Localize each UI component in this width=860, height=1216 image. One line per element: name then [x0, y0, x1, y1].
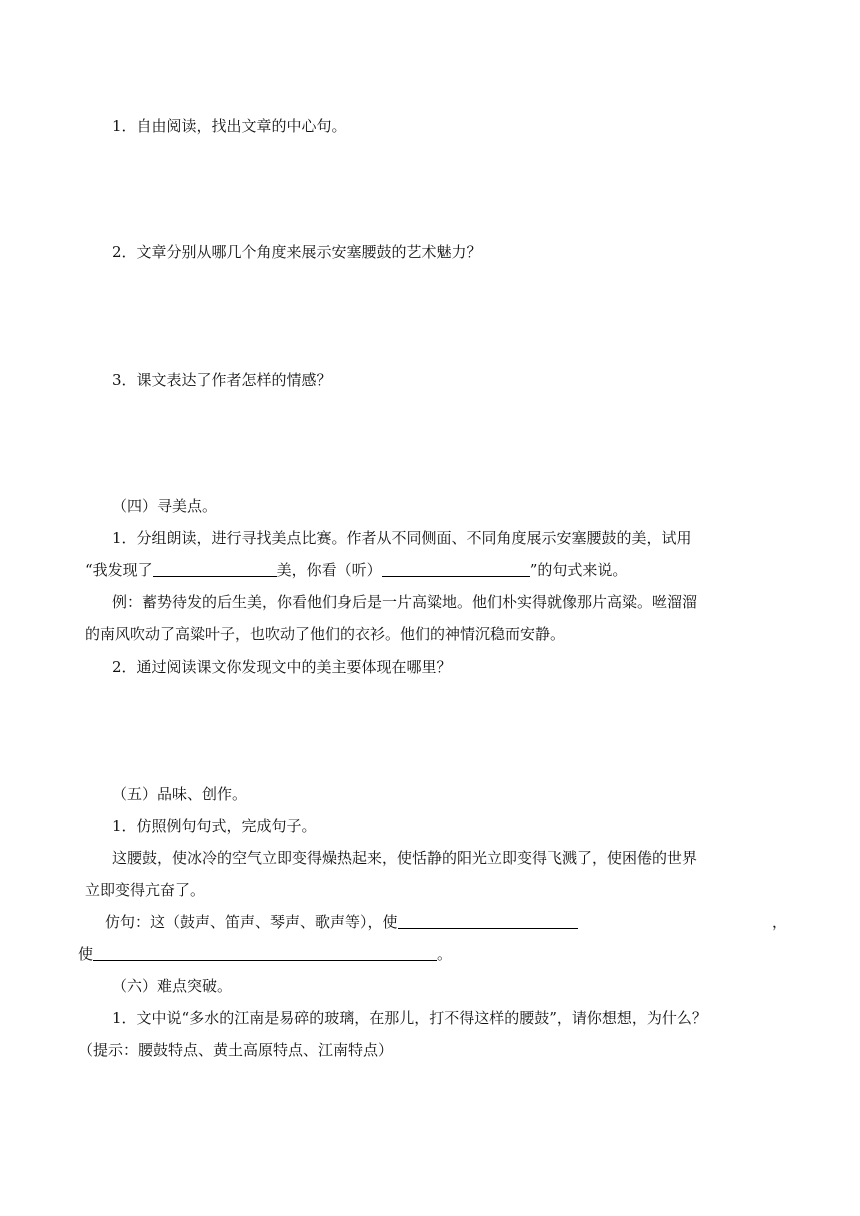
fill-blank-imitate-1[interactable] — [398, 913, 578, 929]
question-jiangnan-line1: 1．文中说“多水的江南是易碎的玻璃，在那儿，打不得这样的腰鼓”，请你想想，为什么？ — [112, 1009, 707, 1027]
example-beauty-line2: 的南风吹动了高粱叶子，也吹动了他们的衣衫。他们的神情沉稳而安静。 — [85, 625, 566, 643]
fill-blank-look-listen[interactable] — [382, 561, 530, 577]
sentence-pattern-start: “我发现了 — [85, 561, 153, 579]
question-jiangnan-hint: （提示：腰鼓特点、黄土高原特点、江南特点） — [78, 1041, 394, 1059]
question-imitate-sentence: 1．仿照例句句式，完成句子。 — [112, 817, 317, 835]
example-drum-line1: 这腰鼓，使冰冷的空气立即变得燥热起来，使恬静的阳光立即变得飞溅了，使困倦的世界 — [112, 849, 698, 867]
fill-blank-beauty[interactable] — [153, 561, 277, 577]
question-where-beauty: 2．通过阅读课文你发现文中的美主要体现在哪里？ — [112, 658, 452, 676]
sentence-pattern-end: ”的句式来说。 — [529, 561, 628, 579]
question-beauty-contest-line2 — [85, 560, 627, 580]
section-heading-difficulty: （六）难点突破。 — [112, 977, 233, 995]
section-heading-taste-create: （五）品味、创作。 — [112, 785, 248, 803]
fill-blank-imitate-2[interactable] — [93, 945, 437, 961]
imitate-period: 。 — [437, 945, 453, 963]
imitate-comma: ， — [772, 913, 788, 931]
imitate-line2 — [78, 944, 452, 964]
section-heading-find-beauty: （四）寻美点。 — [112, 497, 218, 515]
sentence-pattern-middle: 美，你看（听） — [276, 561, 382, 579]
example-beauty-line1: 例：蓄势待发的后生美，你看他们身后是一片高粱地。他们朴实得就像那片高粱。咝溜溜 — [112, 593, 698, 611]
question-find-central-sentence: 1．自由阅读，找出文章的中心句。 — [112, 117, 347, 135]
imitate-line1 — [105, 912, 578, 932]
question-art-charm-angles: 2．文章分别从哪几个角度来展示安塞腰鼓的艺术魅力？ — [112, 243, 482, 261]
imitate-prefix: 仿句：这（鼓声、笛声、琴声、歌声等），使 — [105, 913, 398, 931]
imitate-shi: 使 — [78, 945, 94, 963]
question-author-emotion: 3．课文表达了作者怎样的情感？ — [112, 371, 332, 389]
question-beauty-contest-line1: 1．分组朗读，进行寻找美点比赛。作者从不同侧面、不同角度展示安塞腰鼓的美，试用 — [112, 529, 692, 547]
example-drum-line2: 立即变得亢奋了。 — [85, 881, 206, 899]
